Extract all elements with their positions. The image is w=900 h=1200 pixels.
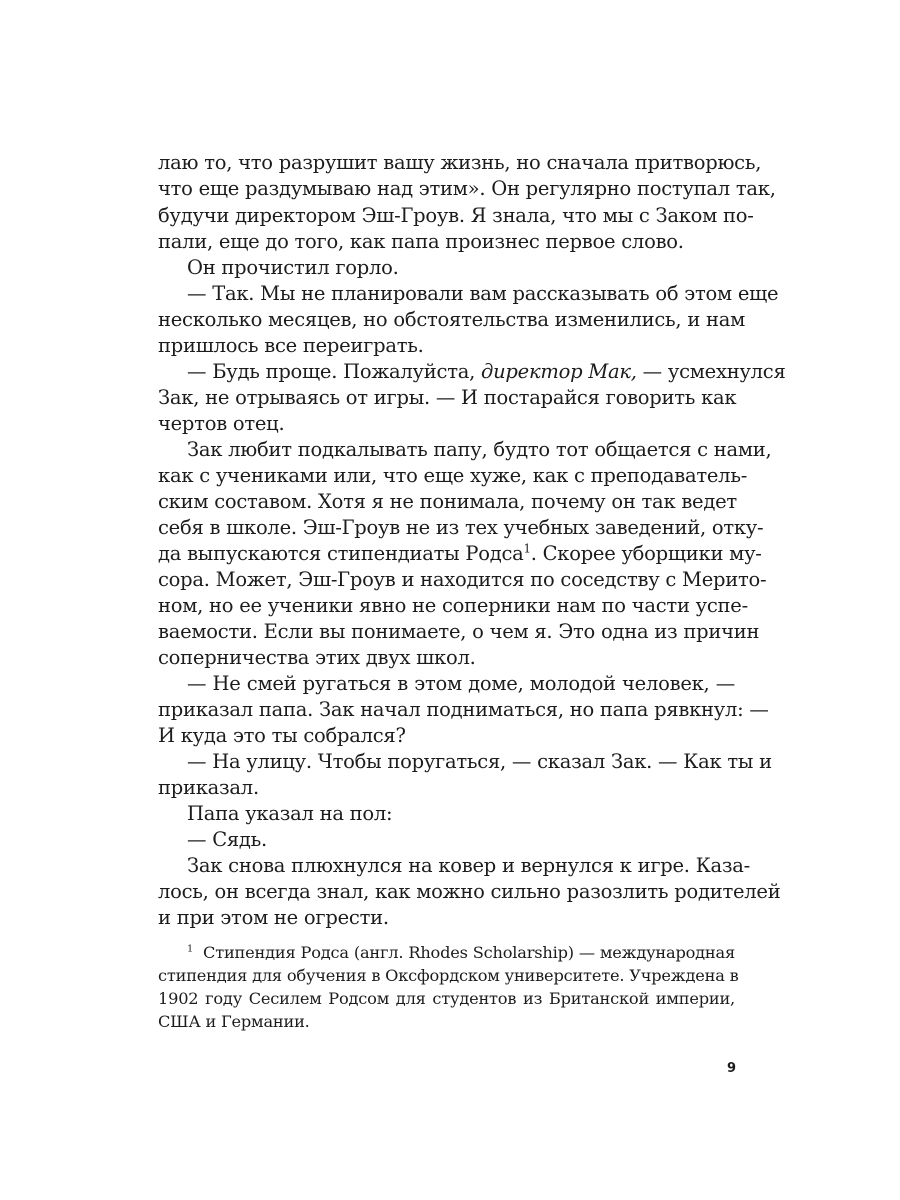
footnote-marker: 1 bbox=[187, 943, 193, 955]
body-line: — Не смей ругаться в этом доме, молодой человек, — bbox=[187, 672, 735, 695]
body-line: Папа указал на пол: bbox=[187, 802, 393, 825]
body-line: Зак, не отрываясь от игры. — И постарайся говорить как bbox=[158, 386, 737, 409]
body-text: да выпускаются стипендиаты Родса bbox=[158, 542, 524, 565]
body-line: ваемости. Если вы понимаете, о чем я. Это одна из причин bbox=[158, 620, 760, 643]
body-text: — усмехнулся bbox=[636, 360, 786, 383]
body-line: Зак любит подкалывать папу, будто тот общается с нами, bbox=[187, 438, 772, 461]
body-line: будучи директором Эш-Гроув. Я знала, что мы с Заком по- bbox=[158, 204, 754, 227]
body-line: Зак снова плюхнулся на ковер и вернулся к игре. Каза- bbox=[187, 854, 751, 877]
body-line: лаю то, что разрушит вашу жизнь, но сначала притворюсь, bbox=[158, 151, 762, 174]
body-line: сора. Может, Эш-Гроув и находится по соседству с Мерито- bbox=[158, 568, 767, 591]
body-line bbox=[158, 541, 762, 567]
body-line: что еще раздумываю над этим». Он регулярно поступал так, bbox=[158, 177, 776, 200]
body-line: — На улицу. Чтобы поругаться, — сказал Зак. — Как ты и bbox=[187, 750, 772, 773]
body-text: — Будь проще. Пожалуйста, bbox=[187, 360, 482, 383]
footnote-reference[interactable]: 1 bbox=[523, 541, 531, 556]
body-line: Он прочистил горло. bbox=[187, 256, 399, 279]
body-line: приказал. bbox=[158, 776, 259, 799]
italic-text: директор Мак, bbox=[481, 360, 637, 383]
body-line: И куда это ты собрался? bbox=[158, 724, 406, 747]
body-line: лось, он всегда знал, как можно сильно разозлить родителей bbox=[158, 880, 781, 903]
body-line: и при этом не огрести. bbox=[158, 906, 389, 929]
footnote-text: Стипендия Родса (англ. Rhodes Scholarship) — международная bbox=[203, 943, 735, 962]
body-line: соперничества этих двух школ. bbox=[158, 646, 476, 669]
body-line: пришлось все переиграть. bbox=[158, 334, 424, 357]
body-line: приказал папа. Зак начал подниматься, но папа рявкнул: — bbox=[158, 698, 769, 721]
body-line: как с учениками или, что еще хуже, как с преподаватель- bbox=[158, 464, 748, 487]
body-line: себя в школе. Эш-Гроув не из тех учебных заведений, отку- bbox=[158, 516, 764, 539]
body-line: пали, еще до того, как папа произнес первое слово. bbox=[158, 230, 684, 253]
body-line: несколько месяцев, но обстоятельства изменились, и нам bbox=[158, 308, 746, 331]
footnote-line: США и Германии. bbox=[158, 1012, 310, 1031]
body-line: чертов отец. bbox=[158, 412, 285, 435]
body-line bbox=[187, 359, 786, 385]
body-line: — Так. Мы не планировали вам рассказывать об этом еще bbox=[187, 282, 779, 305]
footnote-line: стипендия для обучения в Оксфордском университете. Учреждена в bbox=[158, 966, 739, 985]
footnote-line bbox=[187, 941, 735, 964]
body-line: — Сядь. bbox=[187, 828, 267, 851]
footnote-line: 1902 году Сесилем Родсом для студентов из Британской империи, bbox=[158, 989, 735, 1008]
body-line: ном, но ее ученики явно не соперники нам по части успе- bbox=[158, 594, 748, 617]
body-line: ским составом. Хотя я не понимала, почему он так ведет bbox=[158, 490, 737, 513]
page-number: 9 bbox=[726, 1061, 736, 1076]
body-text: . Скорее уборщики му- bbox=[530, 542, 762, 565]
